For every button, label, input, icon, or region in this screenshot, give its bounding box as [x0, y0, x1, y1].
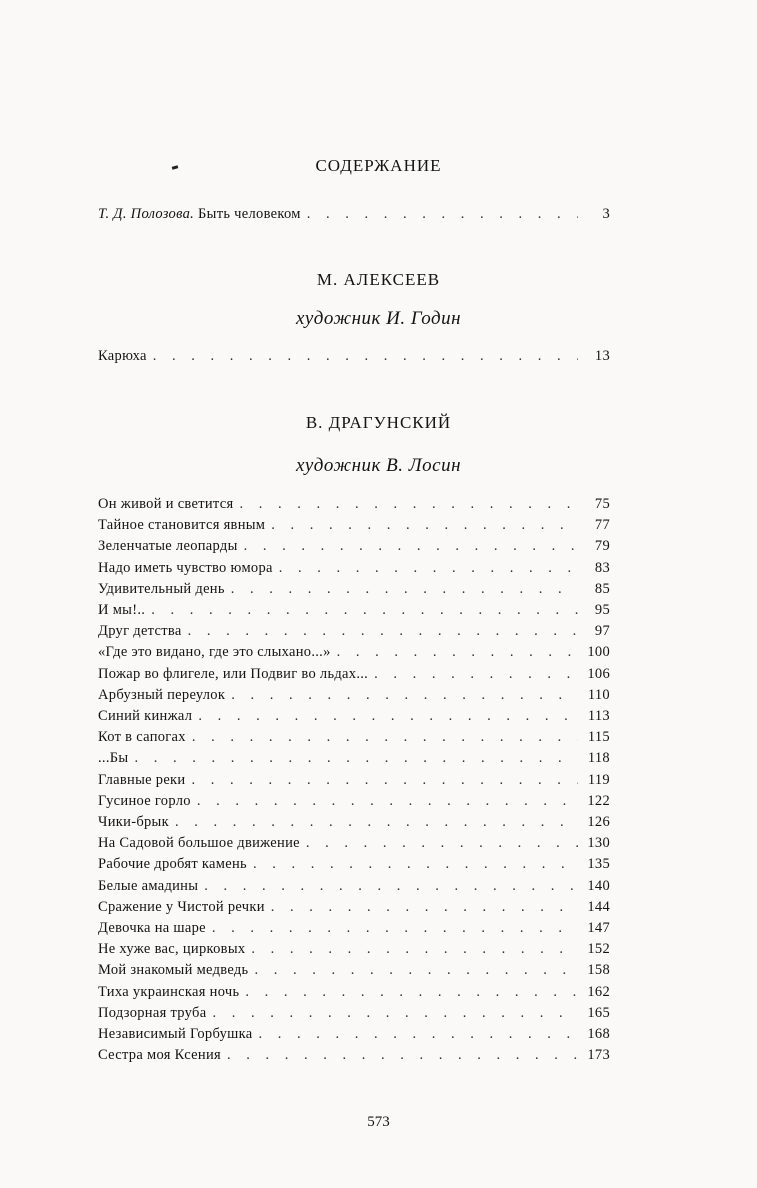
dot-leader [245, 984, 578, 1001]
toc-entry [98, 602, 610, 624]
toc-page-number: 106 [587, 665, 610, 682]
toc-entry [98, 1026, 610, 1048]
toc-entry-title: Тиха украинская ночь [98, 983, 240, 1000]
toc-page-number: 113 [587, 708, 610, 724]
toc-page-number: 83 [594, 559, 610, 576]
section-author: М. АЛЕКСЕЕВ [316, 270, 441, 289]
toc-entry-title: Кот в сапогах [98, 729, 186, 746]
toc-page-number: 79 [594, 538, 610, 555]
toc-page-number: 158 [587, 962, 610, 979]
dot-leader [239, 496, 578, 513]
toc-entry [98, 644, 610, 666]
dot-leader [175, 814, 578, 831]
toc-page-number: 3 [602, 206, 610, 222]
toc-page-number: 77 [594, 517, 610, 534]
toc-entry-title: Девочка на шаре [98, 920, 206, 936]
intro-author: Т. Д. Полозова. [98, 206, 195, 222]
dot-leader [337, 644, 578, 661]
toc-entry-title: Подзорная труба [98, 1004, 207, 1021]
toc-entry-title: Карюха [98, 348, 147, 364]
toc-entry [98, 920, 610, 942]
toc-entry [98, 750, 610, 772]
toc-entry [98, 560, 610, 582]
toc-entry [98, 941, 610, 963]
dot-leader [244, 538, 578, 555]
dot-leader [198, 708, 578, 725]
toc-page-number: 152 [587, 941, 610, 958]
toc-entry [98, 538, 610, 560]
toc-entry-title: И мы!.. [98, 602, 146, 618]
toc-entry-title: Он живой и светится [98, 496, 234, 512]
toc-page-number: 115 [587, 729, 610, 746]
toc-page-number: 135 [587, 856, 610, 873]
toc-entry-title: Независимый Горбушка [98, 1026, 253, 1042]
toc-page-number: 126 [587, 814, 610, 830]
toc-entry-title: Чики-брык [98, 814, 169, 830]
dot-leader [254, 962, 578, 979]
toc-entry-title: Не хуже вас, цирковых [98, 941, 246, 958]
dot-leader [271, 517, 578, 534]
toc-page-number: 140 [587, 877, 610, 894]
dot-leader [192, 729, 578, 746]
toc-entry-title: Белые амадины [98, 877, 199, 894]
toc-entry-title [98, 206, 301, 223]
toc-page-number: 85 [594, 580, 610, 597]
toc-page-number: 162 [587, 983, 610, 1000]
toc-entry-title: Друг детства [98, 623, 182, 640]
toc-entry-title: Арбузный переулок [98, 686, 226, 703]
page-number: 573 [367, 1114, 390, 1130]
intro-title: Быть человеком [198, 206, 301, 222]
toc-entry-title: Рабочие дробят камень [98, 856, 247, 873]
toc-page-number: 122 [587, 792, 610, 809]
dot-leader [253, 856, 578, 873]
dot-leader [197, 793, 578, 810]
toc-page-number: 75 [594, 496, 610, 512]
dot-leader [258, 1026, 578, 1043]
toc-entry [98, 856, 610, 878]
toc-entry [98, 581, 610, 603]
toc-entry-title: Пожар во флигеле, или Подвиг во льдах... [98, 665, 369, 682]
toc-entry [98, 878, 610, 900]
toc-entry [98, 623, 610, 645]
toc-page-number: 144 [587, 898, 610, 915]
section-illustrator: художник И. Годин [295, 308, 462, 329]
dot-leader [374, 666, 578, 683]
toc-entry [98, 962, 610, 984]
dot-leader [212, 920, 578, 937]
dot-leader [306, 835, 578, 852]
dot-leader [231, 581, 578, 598]
dot-leader [227, 1047, 578, 1064]
toc-page-number: 97 [594, 623, 610, 640]
toc-entry [98, 835, 610, 857]
toc-entry [98, 1047, 610, 1069]
toc-entry-title: Сестра моя Ксения [98, 1047, 221, 1064]
dot-leader [204, 878, 578, 895]
toc-entry [98, 1005, 610, 1027]
dot-leader [212, 1005, 578, 1022]
dot-leader [188, 623, 578, 640]
toc-page-number: 119 [587, 771, 610, 788]
toc-entry [98, 729, 610, 751]
toc-page-number: 165 [587, 1004, 610, 1021]
toc-entry [98, 687, 610, 709]
toc-entry-title: Удивительный день [98, 580, 225, 597]
toc-entry-title: На Садовой большое движение [98, 835, 300, 852]
toc-entry [98, 708, 610, 730]
toc-page-number: 130 [587, 835, 610, 852]
toc-entry-title: Гусиное горло [98, 792, 191, 809]
toc-entry [98, 517, 610, 539]
toc-entry [98, 496, 610, 518]
toc-entry-title: Синий кинжал [98, 708, 193, 724]
toc-entry [98, 984, 610, 1006]
dot-leader [153, 348, 578, 365]
toc-page-number: 147 [587, 920, 610, 936]
toc-entry [98, 666, 610, 688]
toc-entry [98, 793, 610, 815]
dot-leader [191, 772, 578, 789]
toc-entry [98, 814, 610, 836]
toc-page-number: 110 [587, 686, 610, 703]
dot-leader [307, 206, 578, 223]
toc-entry [98, 348, 610, 370]
dot-leader [271, 899, 578, 916]
toc-entry [98, 899, 610, 921]
dot-leader [151, 602, 578, 619]
toc-page-number: 13 [594, 348, 610, 364]
toc-entry-title: Тайное становится явным [98, 517, 266, 534]
toc-entry-title: Мой знакомый медведь [98, 962, 249, 979]
section-author: В. ДРАГУНСКИЙ [305, 413, 452, 432]
toc-entry-intro [98, 206, 610, 228]
section-illustrator: художник В. Лосин [295, 455, 462, 476]
dot-leader [251, 941, 578, 958]
toc-entry [98, 772, 610, 794]
toc-entry-title: ...Бы [98, 750, 129, 767]
toc-page-number: 95 [594, 602, 610, 618]
toc-entry-title: Зеленчатые леопарды [98, 538, 238, 555]
toc-page-number: 168 [587, 1026, 610, 1042]
toc-page-number: 173 [587, 1047, 610, 1064]
toc-page-number: 100 [587, 644, 610, 661]
dot-leader [134, 750, 578, 767]
toc-entry-title: Надо иметь чувство юмора [98, 559, 273, 576]
toc-entry-title: «Где это видано, где это слыхано...» [98, 644, 331, 661]
dot-leader [279, 560, 578, 577]
dot-leader [231, 687, 578, 704]
toc-entry-title: Главные реки [98, 771, 186, 788]
toc-page-number: 118 [587, 750, 610, 767]
page-title: СОДЕРЖАНИЕ [315, 156, 442, 175]
toc-entry-title: Сражение у Чистой речки [98, 898, 265, 915]
